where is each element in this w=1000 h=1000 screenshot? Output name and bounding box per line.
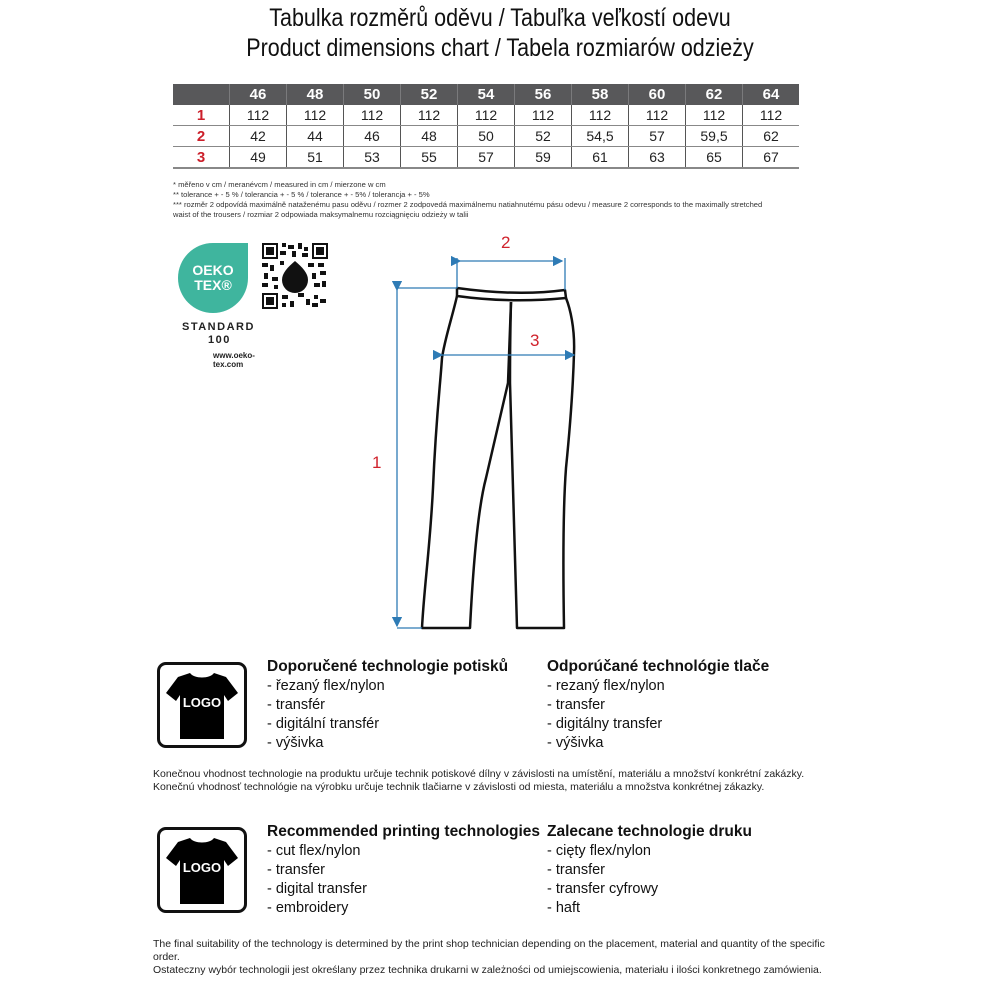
size-header: 62 [686, 84, 743, 105]
trousers-diagram [360, 228, 620, 643]
dim-label-length: 1 [372, 453, 382, 472]
tshirt-logo-icon [160, 830, 244, 910]
size-header: 56 [515, 84, 572, 105]
table-cell: 112 [629, 105, 686, 126]
tech-item: - transfer cyfrowy [547, 881, 659, 897]
disclaimer-line: The final suitability of the technology is determined by the print shop technician depending on the placement, material and quantity of the specific order. [153, 938, 825, 963]
row-label: 3 [173, 147, 230, 169]
tshirt-logo-text: LOGO [182, 860, 222, 875]
size-header: 60 [629, 84, 686, 105]
table-cell: 54,5 [572, 126, 629, 147]
table-cell: 53 [344, 147, 401, 169]
tech-item: - digitální transfér [267, 716, 380, 732]
tech-item: - haft [547, 900, 581, 916]
page-title-line1: Tabulka rozměrů oděvu / Tabuľka veľkostí odevu [269, 4, 731, 32]
size-header: 54 [458, 84, 515, 105]
size-header: 50 [344, 84, 401, 105]
print-logo-icon-box [157, 662, 247, 748]
table-cell: 112 [458, 105, 515, 126]
table-cell: 46 [344, 126, 401, 147]
table-cell: 44 [287, 126, 344, 147]
table-cell: 112 [515, 105, 572, 126]
table-cell: 51 [287, 147, 344, 169]
disclaimer-line: Ostateczny wybór technologii jest określany przez technika drukarni w zależności od umiejscowienia, materiału i ilości konkretnego zamówienia. [153, 964, 822, 976]
table-cell: 49 [230, 147, 287, 169]
oeko-tex-logo [178, 243, 248, 313]
tech-item: - digital transfer [267, 881, 367, 897]
table-cell: 112 [743, 105, 800, 126]
size-header: 52 [401, 84, 458, 105]
tech-item: - cięty flex/nylon [547, 843, 651, 859]
tech-item: - digitálny transfer [547, 716, 663, 732]
dimension-arrows [397, 258, 574, 628]
size-table [173, 84, 799, 169]
table-cell: 112 [686, 105, 743, 126]
tech-item: - transfer [267, 862, 326, 878]
header-corner [173, 84, 230, 105]
table-cell: 112 [401, 105, 458, 126]
dim-label-waist: 2 [501, 233, 511, 252]
tech-heading-cz: Doporučené technologie potisků [267, 658, 509, 675]
size-table-header [173, 84, 799, 105]
tshirt-logo-icon [160, 665, 244, 745]
table-cell: 112 [287, 105, 344, 126]
table-cell: 63 [629, 147, 686, 169]
note-tolerance: ** tolerance + - 5 % / tolerancia + - 5 % / tolerance + - 5% / tolerancja + - 5% [173, 190, 430, 199]
oeko-logo-line1: OEKO [192, 262, 234, 278]
table-cell: 65 [686, 147, 743, 169]
table-cell: 48 [401, 126, 458, 147]
oeko-standard-number: 100 [208, 334, 231, 346]
tech-list-pl [547, 842, 658, 918]
oeko-standard-label: STANDARD [182, 321, 255, 333]
disclaimer-line: Konečnou vhodnost technologie na produktu určuje technik potiskové dílny v závislosti na umístění, materiálu a množství konkrétní zakázky. [153, 768, 805, 780]
tech-item: - transfer [547, 862, 606, 878]
tech-heading-pl: Zalecane technologie druku [547, 823, 752, 840]
tech-item: - rezaný flex/nylon [547, 678, 665, 694]
table-cell: 52 [515, 126, 572, 147]
size-header: 64 [743, 84, 800, 105]
table-cell: 112 [344, 105, 401, 126]
size-header: 46 [230, 84, 287, 105]
table-cell: 57 [629, 126, 686, 147]
tech-item: - výšivka [547, 735, 604, 751]
tech-item: - transfér [267, 697, 326, 713]
tech-heading-sk: Odporúčané technológie tlače [547, 658, 770, 675]
qr-code-icon[interactable] [262, 243, 328, 309]
table-cell: 55 [401, 147, 458, 169]
table-cell: 50 [458, 126, 515, 147]
tech-list-cz [267, 677, 385, 753]
page-title-line2: Product dimensions chart / Tabela rozmiarów odzieży [246, 34, 754, 62]
tshirt-logo-text: LOGO [182, 695, 222, 710]
table-cell: 67 [743, 147, 800, 169]
tech-list-en [267, 842, 367, 918]
table-cell: 57 [458, 147, 515, 169]
disclaimer-line: Konečnú vhodnosť technológie na výrobku určuje technik tlačiarne v závislosti od miesta, materiálu a množstva konkrétnej zákazky. [153, 781, 765, 793]
tech-item: - cut flex/nylon [267, 843, 361, 859]
table-row [173, 126, 799, 147]
table-cell: 112 [572, 105, 629, 126]
dim-label-hip: 3 [530, 331, 540, 350]
disclaimer-cz-sk [153, 768, 804, 794]
table-cell: 42 [230, 126, 287, 147]
print-logo-icon-box [157, 827, 247, 913]
row-label: 2 [173, 126, 230, 147]
table-row [173, 147, 799, 169]
size-header: 58 [572, 84, 629, 105]
oeko-url-link[interactable]: www.oeko-tex.com [213, 351, 255, 369]
table-cell: 59 [515, 147, 572, 169]
tech-item: - transfer [547, 697, 606, 713]
table-cell: 59,5 [686, 126, 743, 147]
tech-list-sk [547, 677, 665, 753]
table-row [173, 105, 799, 126]
table-cell: 61 [572, 147, 629, 169]
tech-heading-en: Recommended printing technologies [267, 823, 540, 840]
table-cell: 62 [743, 126, 800, 147]
tech-item: - řezaný flex/nylon [267, 678, 385, 694]
trousers-drawing [360, 228, 620, 638]
measurement-notes [173, 180, 773, 220]
tech-item: - embroidery [267, 900, 349, 916]
note-waist: *** rozměr 2 odpovídá maximálně nataženému pasu oděvu / rozmer 2 zodpovedá maximálnemu natiahnutému pásu odevu / measure 2 corresponds to the maximally stretched waist of the trousers / rozmiar 2 odpowiada maksymalnemu rozciągnięciu odzieży w talii [173, 200, 763, 219]
trousers-outline [422, 288, 574, 628]
tech-item: - výšivka [267, 735, 324, 751]
row-label: 1 [173, 105, 230, 126]
note-units: * měřeno v cm / meranévcm / measured in cm / mierzone w cm [173, 180, 386, 189]
size-header: 48 [287, 84, 344, 105]
table-cell: 112 [230, 105, 287, 126]
disclaimer-en-pl [153, 938, 833, 977]
oeko-logo-line2: TEX® [194, 277, 232, 293]
